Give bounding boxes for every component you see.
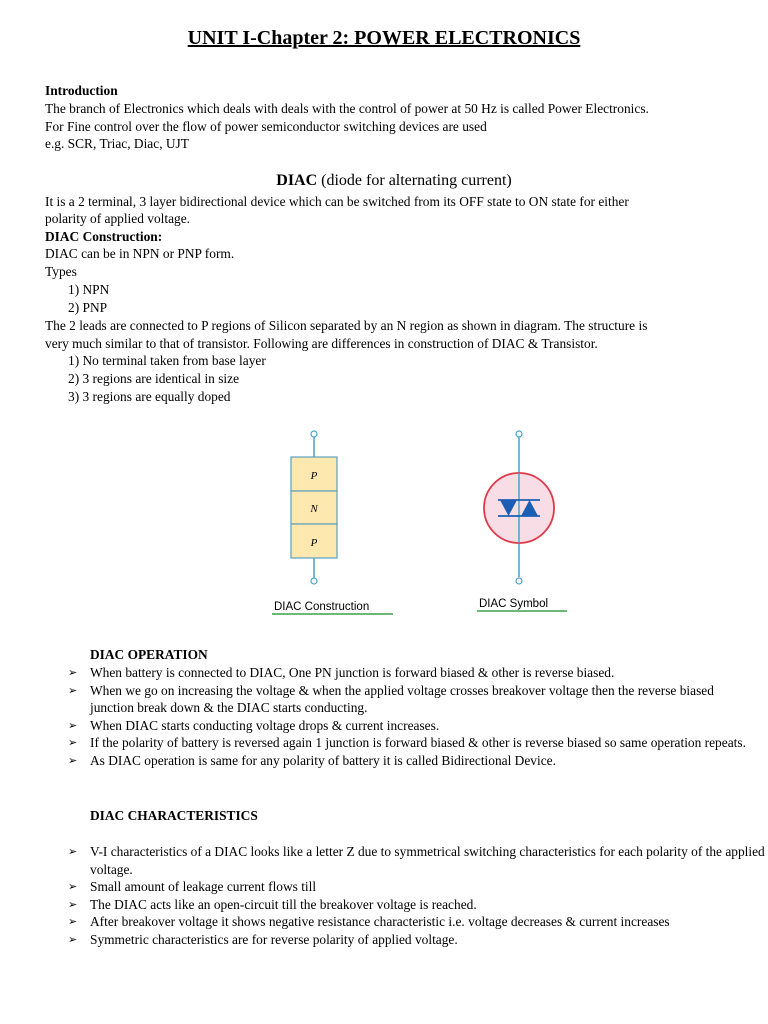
layer-label-n: N <box>310 503 318 515</box>
construction-caption: DIAC Construction <box>274 601 370 613</box>
characteristics-item-text: Symmetric characteristics are for reverse polarity of applied voltage. <box>90 931 458 947</box>
operation-item-text: If the polarity of battery is reversed again 1 junction is forward biased & other is reverse biased so same operation repeats. <box>90 735 746 751</box>
difference-item-2: 2) 3 regions are identical in size <box>68 371 240 386</box>
characteristics-item-text: The DIAC acts like an open-circuit till the breakover voltage is reached. <box>90 896 477 912</box>
operation-item-text: When DIAC starts conducting voltage drops & current increases. <box>90 717 440 733</box>
characteristics-item-text: V-I characteristics of a DIAC looks like a letter Z due to symmetrical switching characteristics for each polarity of the applied voltage. <box>90 844 765 877</box>
types-label: Types <box>45 264 77 279</box>
arrow-bullet-icon: ➢ <box>68 718 78 732</box>
layer-label-p-top: P <box>310 470 318 482</box>
operation-heading: DIAC OPERATION <box>90 647 208 662</box>
arrow-bullet-icon: ➢ <box>68 845 78 858</box>
characteristics-list <box>68 843 768 949</box>
diac-heading-bold: DIAC <box>276 172 318 189</box>
characteristics-item <box>68 843 768 878</box>
type-item-pnp: 2) PNP <box>68 300 108 315</box>
layer-label-p-bottom: P <box>310 537 318 549</box>
type-item-npn: 1) NPN <box>68 282 110 297</box>
diac-heading <box>0 172 768 190</box>
arrow-bullet-icon: ➢ <box>68 897 78 911</box>
operation-item <box>68 682 758 717</box>
diac-diagram <box>260 425 580 620</box>
intro-line-2: For Fine control over the flow of power semiconductor switching devices are used <box>45 119 487 134</box>
characteristics-item <box>68 913 768 931</box>
operation-item <box>68 734 758 752</box>
intro-line-1: The branch of Electronics which deals with deals with the control of power at 50 Hz is called Power Electronics. <box>45 101 649 116</box>
top-terminal <box>311 431 317 437</box>
symbol-bottom-terminal <box>516 578 522 584</box>
arrow-bullet-icon: ➢ <box>68 736 78 750</box>
operation-item <box>68 717 758 735</box>
operation-item-text: When battery is connected to DIAC, One PN junction is forward biased & other is reverse biased. <box>90 665 615 680</box>
characteristics-heading: DIAC CHARACTERISTICS <box>90 808 258 823</box>
arrow-bullet-icon: ➢ <box>68 915 78 929</box>
arrow-bullet-icon: ➢ <box>68 683 78 697</box>
intro-heading: Introduction <box>45 83 118 98</box>
arrow-bullet-icon: ➢ <box>68 880 78 894</box>
operation-item-text: As DIAC operation is same for any polarity of battery it is called Bidirectional Device. <box>90 752 556 768</box>
characteristics-item <box>68 931 768 949</box>
operation-item-text: When we go on increasing the voltage & when the applied voltage crosses breakover voltage then the reverse biased junction break down & the DIAC starts conducting. <box>90 682 714 716</box>
structure-text-1: The 2 leads are connected to P regions of Silicon separated by an N region as shown in diagram. The structure is <box>45 318 648 333</box>
arrow-bullet-icon: ➢ <box>68 666 78 679</box>
structure-text-2: very much similar to that of transistor. Following are differences in construction of DIAC & Transistor. <box>45 336 598 351</box>
operation-item <box>68 752 758 770</box>
construction-diagram <box>272 431 393 614</box>
diac-heading-rest: (diode for alternating current) <box>317 172 512 189</box>
construction-heading: DIAC Construction: <box>45 229 163 244</box>
intro-line-3: e.g. SCR, Triac, Diac, UJT <box>45 136 189 151</box>
construction-text: DIAC can be in NPN or PNP form. <box>45 246 235 261</box>
characteristics-item-text: After breakover voltage it shows negative resistance characteristic i.e. voltage decreases & current increases <box>90 914 670 930</box>
symbol-caption: DIAC Symbol <box>479 598 549 610</box>
diac-desc-2: polarity of applied voltage. <box>45 211 191 226</box>
symbol-top-terminal <box>516 431 522 437</box>
diac-desc-1: It is a 2 terminal, 3 layer bidirectional device which can be switched from its OFF state to ON state for either <box>45 194 629 209</box>
symbol-diagram <box>477 431 567 611</box>
characteristics-item <box>68 896 768 914</box>
operation-list <box>68 664 758 770</box>
characteristics-item-text: Small amount of leakage current flows till <box>90 879 317 895</box>
arrow-bullet-icon: ➢ <box>68 753 78 767</box>
characteristics-item <box>68 878 768 896</box>
bottom-terminal <box>311 578 317 584</box>
operation-item <box>68 664 758 682</box>
arrow-bullet-icon: ➢ <box>68 932 78 946</box>
page-title: UNIT I-Chapter 2: POWER ELECTRONICS <box>187 27 581 49</box>
difference-item-3: 3) 3 regions are equally doped <box>68 389 231 404</box>
difference-item-1: 1) No terminal taken from base layer <box>68 353 266 368</box>
